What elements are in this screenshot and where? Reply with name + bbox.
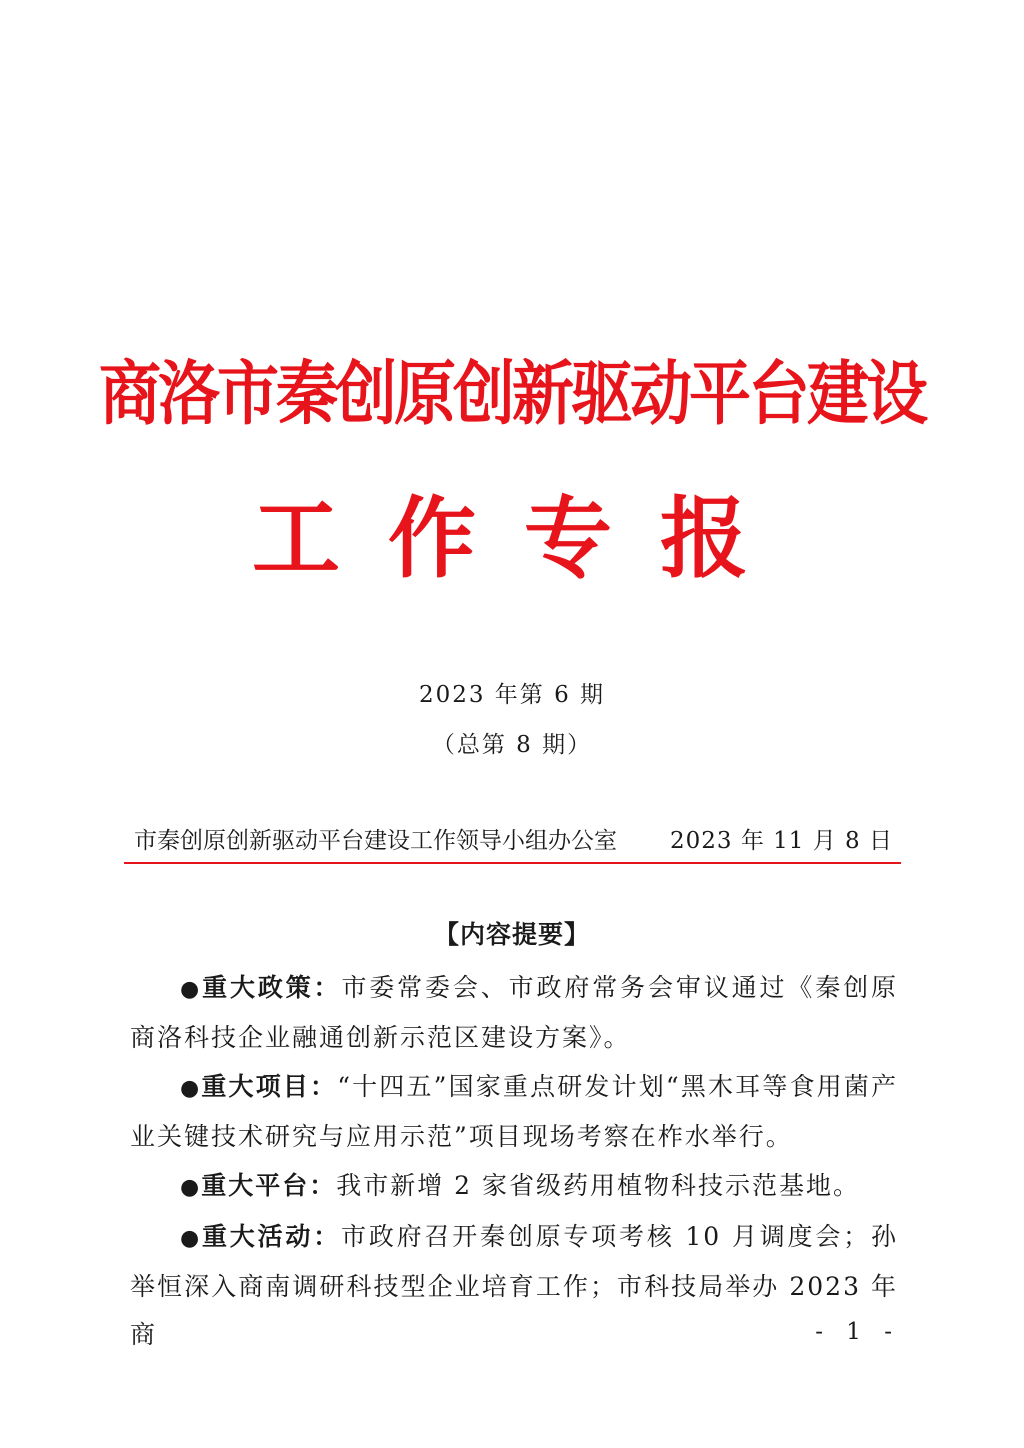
summary-text: “十四五”国家重点研发计划“黑木耳等食用菌产业关键技术研究与应用示范”项目现场考察在柞水举行。 [130,1072,898,1151]
summary-item-activity [130,1213,898,1359]
issuer-line [124,821,901,861]
bullet-icon: ● [180,977,203,1002]
issuing-office: 市秦创原创新驱动平台建设工作领导小组办公室 [134,828,617,854]
summary-text: 市政府召开秦创原专项考核 10 月调度会；孙举恒深入商南调研科技型企业培育工作；市科技局举办 2023 年商 [130,1222,898,1349]
summary-text: 市委常委会、市政府常务会审议通过《秦创原商洛科技企业融通创新示范区建设方案》。 [130,973,898,1052]
summary-label: 重大项目： [201,1072,338,1101]
bullet-icon: ● [180,1076,202,1101]
summary-item-project [130,1063,898,1161]
red-divider [124,862,901,864]
summary-text: 我市新增 2 家省级药用植物科技示范基地。 [336,1171,861,1200]
page-number: - 1 - [815,1319,900,1345]
summary-heading: 【内容提要】 [433,920,590,949]
summary-item-platform [130,1162,898,1212]
masthead-title: 商洛市秦创原创新驱动平台建设 [98,352,925,435]
summary-list [130,964,898,1360]
summary-label: 重大平台： [201,1171,337,1200]
issue-total: （总第 8 期） [431,732,593,758]
summary-label: 重大活动： [202,1222,342,1251]
bullet-icon: ● [180,1175,202,1200]
bullet-icon: ● [180,1226,202,1251]
issue-date: 2023 年 11 月 8 日 [670,828,893,854]
masthead-subtitle: 工作专报 [251,486,796,590]
summary-label: 重大政策： [202,973,342,1002]
issue-number: 2023 年第 6 期 [418,682,606,708]
summary-item-policy [130,964,898,1062]
